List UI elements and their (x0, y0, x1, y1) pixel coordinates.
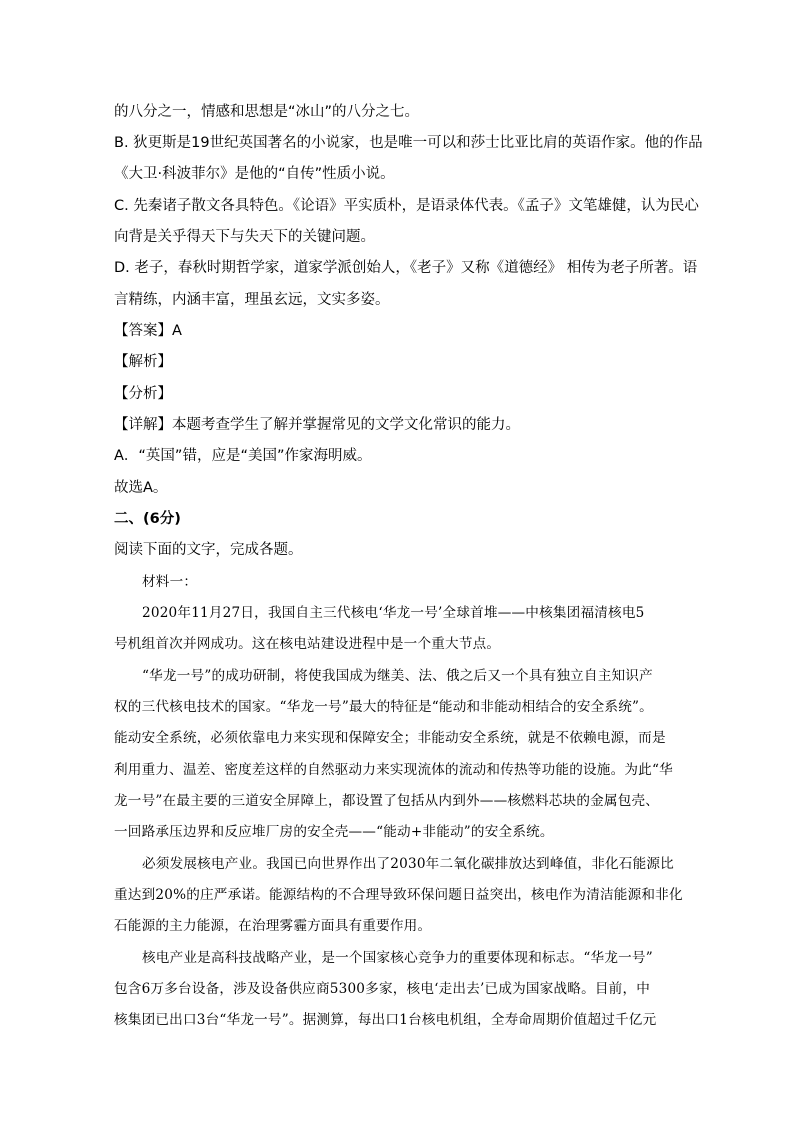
explanation-a: A．“英国”错，应是“美国”作家海明威。 (114, 448, 372, 464)
option-d-line-2: 言精练，内涵丰富，理虽玄远，文实多姿。 (114, 292, 390, 308)
material-para-2-line-1: “华龙一号”的成功研制，将使我国成为继美、法、俄之后又一个具有独立自主知识产 (142, 668, 653, 684)
material-para-1-line-2: 号机组首次并网成功。这在核电站建设进程中是一个重大节点。 (114, 636, 501, 652)
analysis-label: 【解析】 (114, 354, 172, 370)
material-para-4-line-2: 包含6万多台设备，涉及设备供应商5300多家，核电‘走出去’已成为国家战略。目前，中 (114, 981, 651, 997)
material-para-2-line-5: 龙一号”在最主要的三道安全屏障上，都设置了包括从内到外——核燃料芯块的金属包壳、 (114, 793, 660, 809)
answer-label: 【答案】A (114, 323, 182, 339)
material-para-3-line-3: 石能源的主力能源，在治理雾霾方面具有重要作用。 (114, 918, 432, 934)
material-para-2-line-2: 权的三代核电技术的国家。“华龙一号”最大的特征是“能动和非能动相结合的安全系统”。 (114, 699, 653, 715)
option-c-line-1: C. 先秦诸子散文各具特色。《论语》平实质朴，是语录体代表。《孟子》文笔雄健，认为民心 (114, 198, 699, 214)
option-c-line-2: 向背是关乎得天下与失天下的关键问题。 (114, 229, 375, 245)
reading-instruction: 阅读下面的文字，完成各题。 (114, 542, 303, 558)
material-para-4-line-3: 核集团已出口3台“华龙一号”。据测算，每出口1台核电机组，全寿命周期价值超过千亿元 (114, 1012, 657, 1028)
material-para-2-line-6: 一回路承压边界和反应堆厂房的安全壳——“能动+非能动”的安全系统。 (114, 824, 554, 840)
fenxi-label: 【分析】 (114, 386, 172, 402)
option-a-continued: 的八分之一，情感和思想是“冰山”的八分之七。 (114, 104, 420, 120)
option-b-line-1: B. 狄更斯是19世纪英国著名的小说家，也是唯一可以和莎士比亚比肩的英语作家。他的作品 (114, 135, 703, 151)
material-para-3-line-2: 重达到20%的庄严承诺。能源结构的不合理导致环保问题日益突出，核电作为清洁能源和非化 (114, 887, 683, 903)
option-b-line-2: 《大卫·科波菲尔》是他的“自传”性质小说。 (114, 166, 395, 182)
material-para-1-line-1: 2020年11月27日，我国自主三代核电‘华龙一号’全球首堆——中核集团福清核电5 (142, 605, 645, 621)
detail-explanation: 【详解】本题考查学生了解并掌握常见的文学文化常识的能力。 (114, 417, 520, 433)
material-para-3-line-1: 必须发展核电产业。我国已向世界作出了2030年二氧化碳排放达到峰值，非化石能源比 (142, 856, 674, 872)
choose-a: 故选A。 (114, 480, 168, 496)
material-one-label: 材料一： (142, 574, 198, 590)
section-two-heading: 二、(6分) (114, 511, 181, 527)
material-para-2-line-3: 能动安全系统，必须依靠电力来实现和保障安全；非能动安全系统，就是不依赖电源，而是 (114, 730, 666, 746)
material-para-2-line-4: 利用重力、温差、密度差这样的自然驱动力来实现流体的流动和传热等功能的设施。为此“华 (114, 762, 673, 778)
option-d-line-1: D. 老子，春秋时期哲学家，道家学派创始人，《老子》又称《道德经》 相传为老子所著。语 (114, 260, 698, 276)
material-para-4-line-1: 核电产业是高科技战略产业，是一个国家核心竞争力的重要体现和标志。“华龙一号” (142, 950, 653, 966)
